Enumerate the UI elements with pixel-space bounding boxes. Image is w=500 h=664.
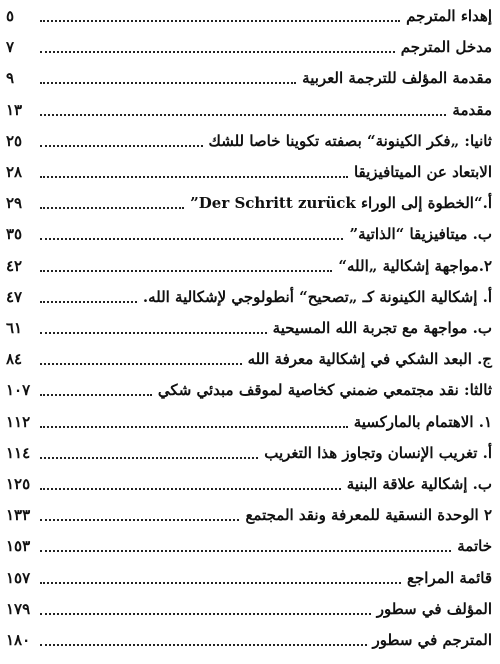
toc-entry-page-number: ١٠٧ bbox=[6, 381, 31, 400]
dot-leader bbox=[40, 207, 184, 209]
dot-leader bbox=[40, 582, 401, 584]
toc-entry-title: المترجم في سطور bbox=[372, 631, 492, 649]
toc-entry bbox=[6, 530, 492, 556]
toc-entry-page-number: ٧ bbox=[6, 38, 15, 57]
toc-entry-page-number: ٨٤ bbox=[6, 350, 23, 369]
toc-entry-page-number: ٩ bbox=[6, 69, 15, 88]
toc-entry-page-number: ٤٢ bbox=[6, 256, 23, 275]
toc-entry-title: أ. إشكالية الكينونة كـ „تصحيح“ أنطولوجي لإشكالية الله. bbox=[142, 287, 492, 306]
dot-leader bbox=[40, 270, 332, 272]
toc-entry-page-number: ١١٢ bbox=[6, 412, 31, 431]
toc-entry bbox=[6, 312, 492, 338]
toc-entry-title: المؤلف في سطور bbox=[376, 599, 492, 618]
toc-entry bbox=[6, 499, 492, 525]
toc-entry-title: مقدمة المؤلف للترجمة العربية bbox=[302, 69, 492, 88]
toc-entry-title: مقدمة bbox=[452, 100, 492, 119]
toc-entry-page-number: ٢٨ bbox=[6, 163, 23, 181]
toc-entry-page-number: ١٣٣ bbox=[6, 506, 31, 525]
dot-leader bbox=[40, 363, 242, 365]
dot-leader bbox=[40, 51, 395, 53]
toc-entry-page-number: ٣٥ bbox=[6, 225, 23, 244]
toc-entry-title: ٢ الوحدة النسقية للمعرفة ونقد المجتمع bbox=[245, 506, 492, 525]
toc-entry-title: الابتعاد عن الميتافيزيقا bbox=[353, 163, 492, 181]
dot-leader bbox=[40, 488, 341, 490]
toc-entry-title: أ.“الخطوة إلى الوراء Der Schritt zurück” bbox=[190, 194, 492, 213]
toc-entry bbox=[6, 31, 492, 57]
toc-entry-title: ب. ميتافيزيقا “الذاتية” bbox=[349, 225, 492, 244]
toc-entry bbox=[6, 624, 492, 650]
toc-entry bbox=[6, 250, 492, 276]
toc-entry-page-number: ٤٧ bbox=[6, 287, 23, 306]
toc-entry bbox=[6, 125, 492, 151]
toc-entry-title: ثانيا: „فكر الكينونة“ بصفته تكوينا خاصا للشك bbox=[208, 131, 492, 150]
dot-leader bbox=[40, 238, 343, 240]
toc-entry bbox=[6, 187, 492, 213]
toc-entry-title: ١. الاهتمام بالماركسية bbox=[353, 412, 492, 431]
toc-entry-page-number: ١٥٣ bbox=[6, 537, 31, 556]
toc-entry-page-number: ١٣ bbox=[6, 100, 23, 119]
toc-entry-page-number: ١٢٥ bbox=[6, 475, 31, 493]
toc-entry-page-number: ١١٤ bbox=[6, 443, 31, 462]
toc-entry-page-number: ١٧٩ bbox=[6, 599, 31, 618]
toc-entry bbox=[6, 218, 492, 244]
toc-entry-title: مدخل المترجم bbox=[400, 38, 492, 57]
dot-leader bbox=[40, 613, 371, 615]
dot-leader bbox=[40, 644, 367, 646]
dot-leader bbox=[40, 20, 400, 22]
toc-entry bbox=[6, 562, 492, 588]
toc-entry bbox=[6, 593, 492, 619]
dot-leader bbox=[40, 301, 137, 303]
toc-entry bbox=[6, 281, 492, 307]
toc-entry bbox=[6, 374, 492, 400]
toc-entry bbox=[6, 0, 492, 26]
dot-leader bbox=[40, 145, 203, 147]
toc-entry-title: ب. مواجهة مع تجربة الله المسيحية bbox=[272, 319, 492, 337]
toc-entry-page-number: ١٥٧ bbox=[6, 568, 31, 587]
toc-entry bbox=[6, 437, 492, 463]
toc-entry bbox=[6, 343, 492, 369]
dot-leader bbox=[40, 426, 348, 428]
toc-entry-title: ثالثا: نقد مجتمعي ضمني كخاصية لموقف مبدئي شكي bbox=[157, 381, 492, 400]
toc-entry-title: أ. تغريب الإنسان وتجاوز هذا التغريب bbox=[264, 443, 492, 462]
toc-entry bbox=[6, 94, 492, 120]
toc-entry-title: ٢.مواجهة إشكالية „الله“ bbox=[338, 256, 492, 275]
toc-entry-title: ج. البعد الشكي في إشكالية معرفة الله bbox=[247, 350, 492, 369]
dot-leader bbox=[40, 550, 451, 552]
dot-leader bbox=[40, 332, 267, 334]
dot-leader bbox=[40, 394, 152, 396]
toc-entry bbox=[6, 156, 492, 182]
toc-entry bbox=[6, 468, 492, 494]
toc-entry-page-number: ٢٩ bbox=[6, 194, 23, 213]
toc-entry-page-number: ٦١ bbox=[6, 319, 23, 337]
toc-entry-page-number: ٢٥ bbox=[6, 131, 23, 150]
dot-leader bbox=[40, 457, 258, 459]
dot-leader bbox=[40, 519, 239, 521]
dot-leader bbox=[40, 82, 296, 84]
toc-entry-title: قائمة المراجع bbox=[407, 568, 492, 587]
dot-leader bbox=[40, 176, 348, 178]
toc-entry-title: ب. إشكالية علاقة البنية bbox=[346, 475, 492, 493]
dot-leader bbox=[40, 114, 446, 116]
toc-entry-title: إهداء المترجم bbox=[406, 7, 492, 25]
toc-entry-page-number: ١٨٠ bbox=[6, 631, 31, 649]
toc-entry-page-number: ٥ bbox=[6, 7, 15, 25]
toc-entry bbox=[6, 62, 492, 88]
toc-entry-title: خاتمة bbox=[457, 537, 492, 556]
toc-entry bbox=[6, 406, 492, 432]
